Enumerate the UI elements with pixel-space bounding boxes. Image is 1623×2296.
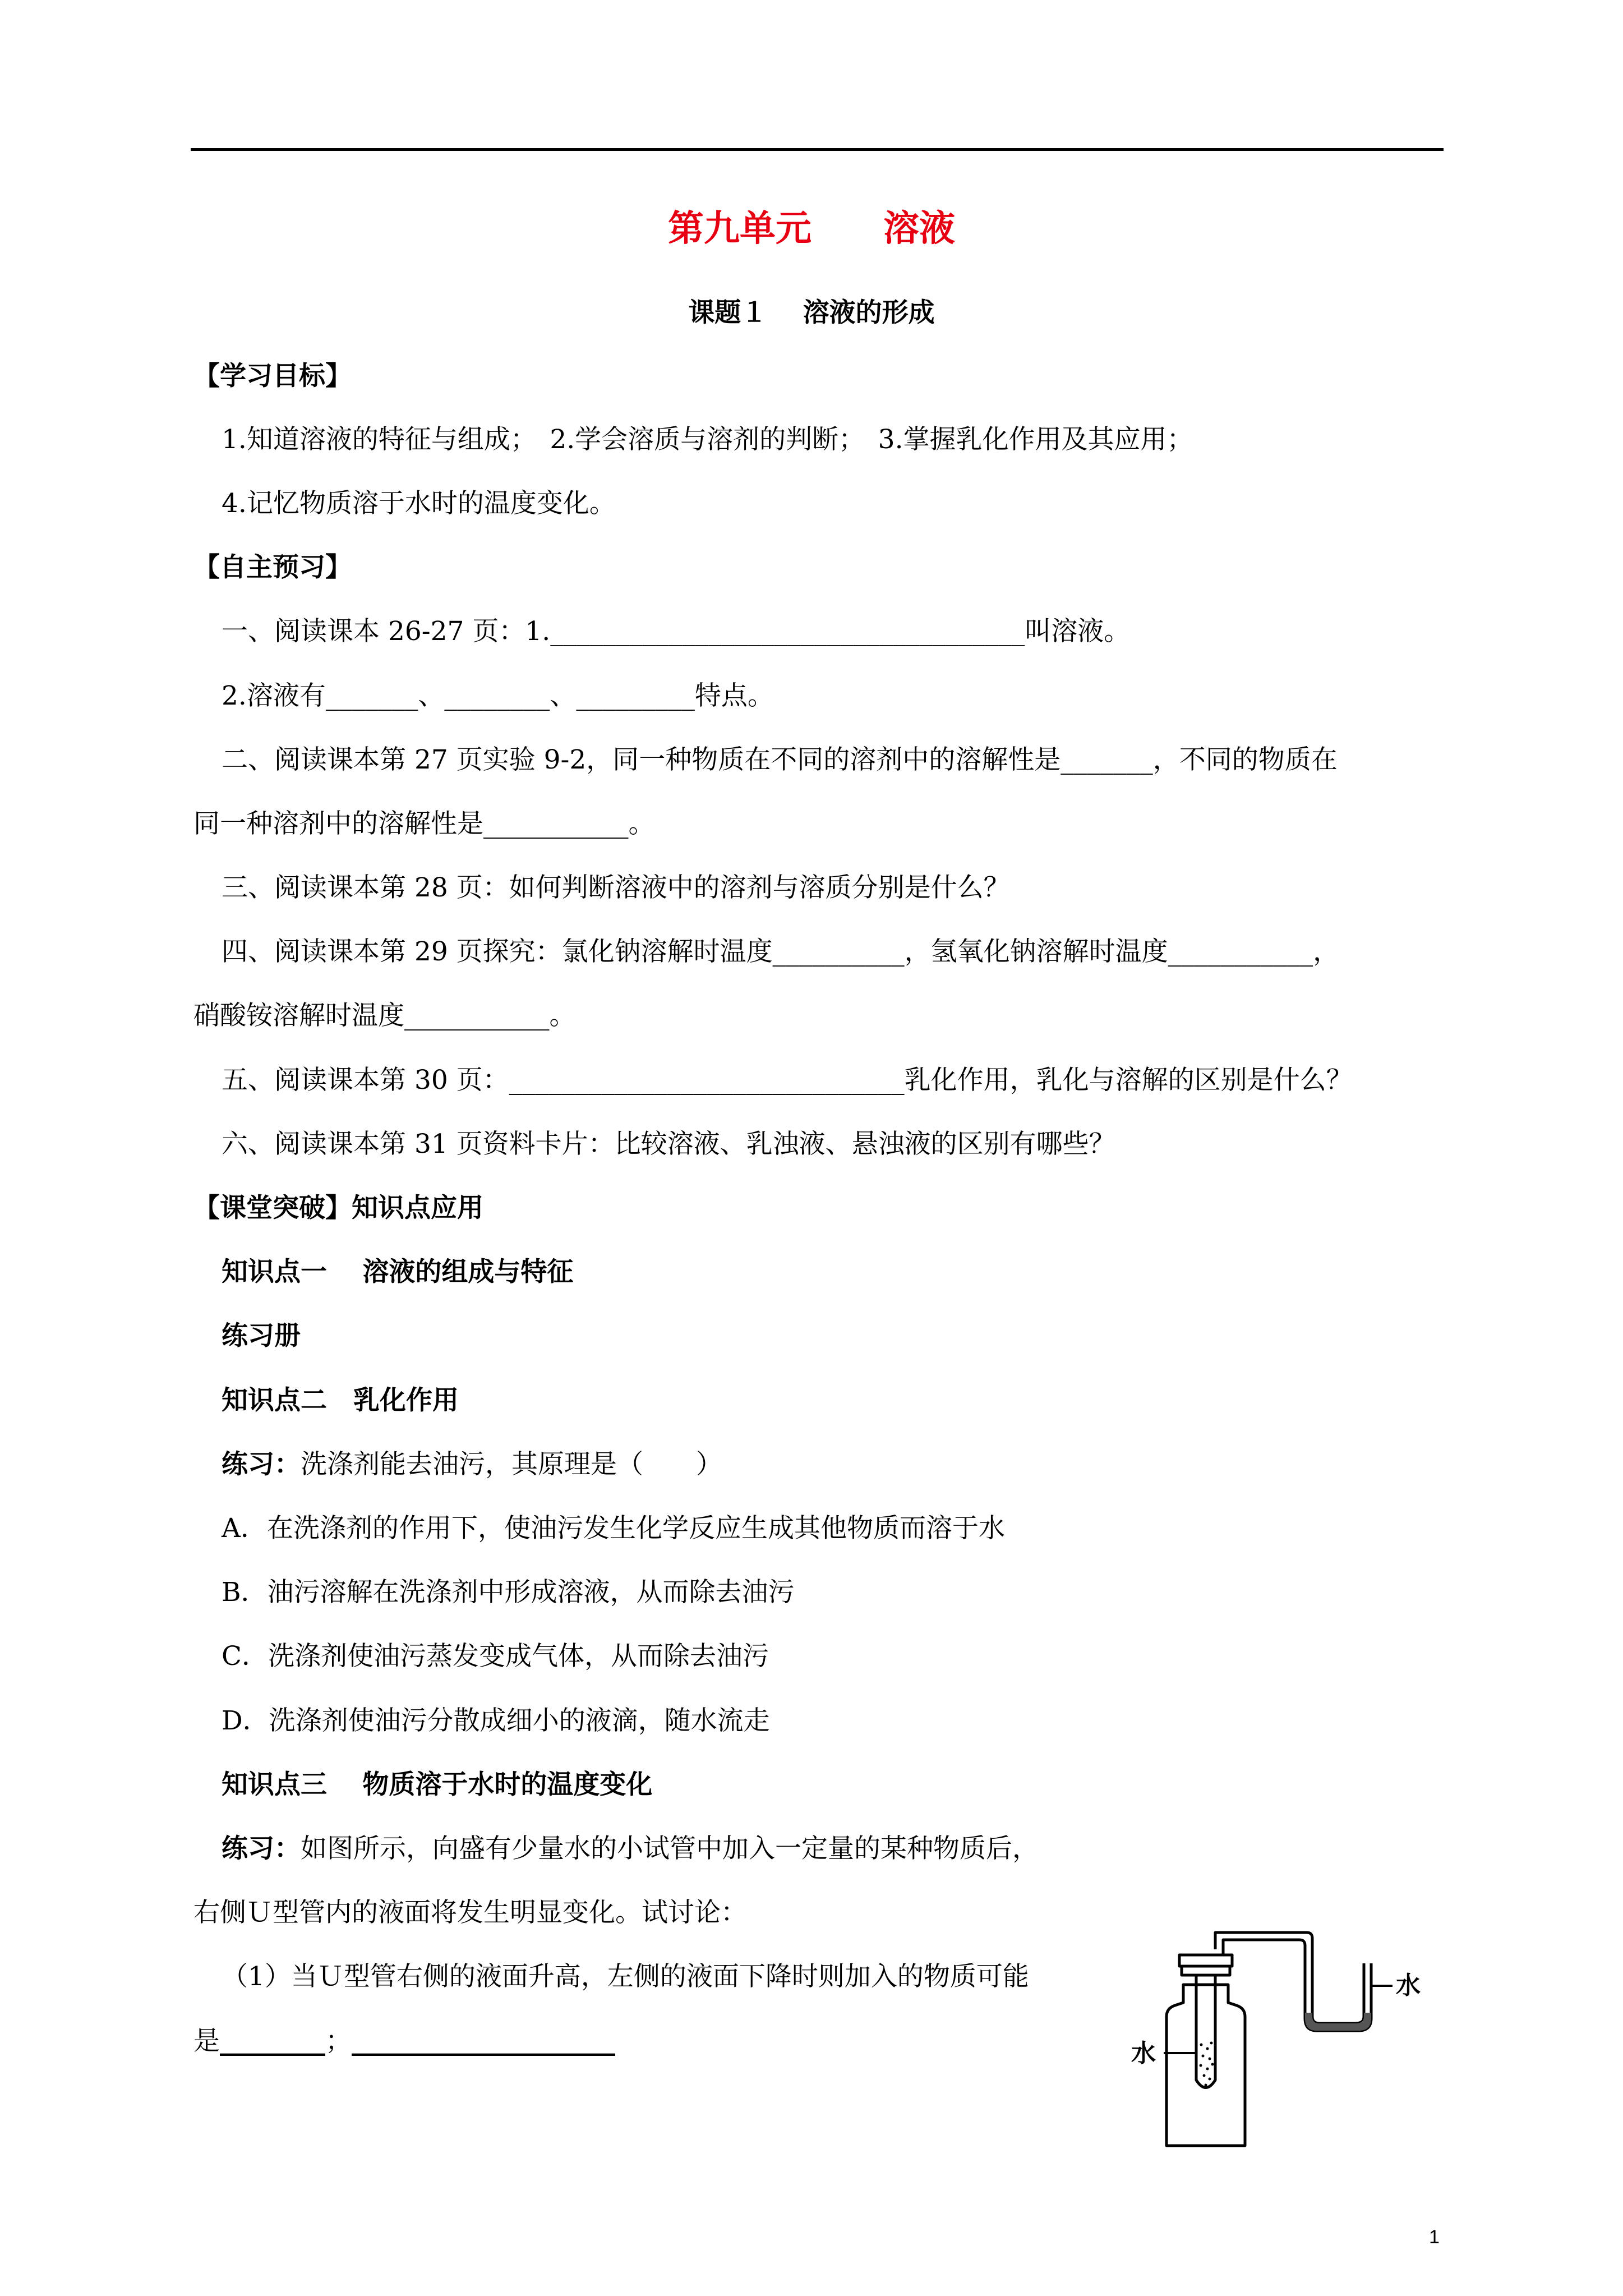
preview-header: 【自主预习】 [193,552,352,583]
preview-item-5a: 四、阅读课本第 29 页探究：氯化钠溶解时温度__________，氢氧化钠溶解时温度___________， [222,936,1340,967]
test-tube-water [1200,2042,1214,2087]
option-d: D．洗涤剂使油污分散成细小的液滴，随水流走 [222,1705,770,1736]
answer-separator: ； [325,2026,352,2056]
lesson-title: 课题１ 溶液的形成 [688,297,935,328]
apparatus-figure [1119,1924,1444,2148]
option-a: A．在洗涤剂的作用下，使油污发生化学反应生成其他物质而溶于水 [222,1513,1005,1544]
preview-item-6: 五、阅读课本第 30 页：______________________________乳化作用，乳化与溶解的区别是什么？ [222,1065,1353,1096]
option-c: C．洗涤剂使油污蒸发变成气体，从而除去油污 [222,1641,769,1672]
knowledge-point-2: 知识点二 乳化作用 [222,1385,459,1416]
answer-blank-1[interactable]: ________ [220,2026,325,2056]
preview-item-4: 三、阅读课本第 28 页：如何判断溶液中的溶剂与溶质分别是什么？ [222,872,1010,903]
exercise-2-text: 如图所示，向盛有少量水的小试管中加入一定量的某种物质后， [301,1833,1039,1864]
goals-header: 【学习目标】 [193,361,352,392]
page-number: 1 [1429,2226,1440,2248]
label-water-left: 水 [1131,2039,1156,2068]
option-b: B．油污溶解在洗涤剂中形成溶液，从而除去油污 [222,1577,795,1608]
exercise-2-question-1: （1）当Ｕ型管右侧的液面升高，左侧的液面下降时则加入的物质可能 [222,1961,1029,1992]
preview-item-3b: 同一种溶剂中的溶解性是___________。 [193,808,655,839]
preview-item-2: 2.溶液有_______、________、_________特点。 [222,680,774,711]
preview-item-3a: 二、阅读课本第 27 页实验 9-2，同一种物质在不同的溶剂中的溶解性是_______，不同的物质在 [222,744,1338,775]
bottle [1166,1985,1245,2146]
preview-item-7: 六、阅读课本第 31 页资料卡片：比较溶液、乳浊液、悬浊液的区别有哪些？ [222,1129,1115,1159]
knowledge-point-1: 知识点一 溶液的组成与特征 [222,1257,574,1287]
stopper [1179,1955,1232,1966]
class-header: 【课堂突破】知识点应用 [193,1193,483,1223]
preview-item-5b: 硝酸铵溶解时温度___________。 [193,1000,576,1031]
label-water-right: 水 [1396,1971,1421,2000]
answer-blank-2[interactable]: ____________________ [352,2026,615,2056]
header-rule [191,148,1444,151]
exercise-2-line-1 [222,1832,1039,1866]
exercise-2-answer-line [193,2024,615,2058]
test-tube [1196,1975,1215,2088]
preview-item-1: 一、阅读课本 26-27 页：1.____________________________________叫溶液。 [222,616,1131,647]
exercise-1-text: 洗涤剂能去油污，其原理是（ ） [301,1449,722,1480]
exercise-2-label: 练习： [222,1833,301,1864]
goals-line-2: 4.记忆物质溶于水时的温度变化。 [222,488,616,519]
knowledge-point-3: 知识点三 物质溶于水时的温度变化 [222,1769,653,1800]
answer-prefix: 是 [193,2026,220,2056]
exercise-1 [222,1448,722,1481]
exercise-2-line-2: 右侧Ｕ型管内的液面将发生明显变化。试讨论： [193,1897,747,1928]
unit-title: 第九单元 溶液 [668,208,955,250]
goals-line-1: 1.知道溶液的特征与组成； 2.学会溶质与溶剂的判断； 3.掌握乳化作用及其应用； [222,424,1193,455]
exercise-1-label: 练习： [222,1449,301,1480]
knowledge-point-1-note: 练习册 [222,1320,301,1351]
